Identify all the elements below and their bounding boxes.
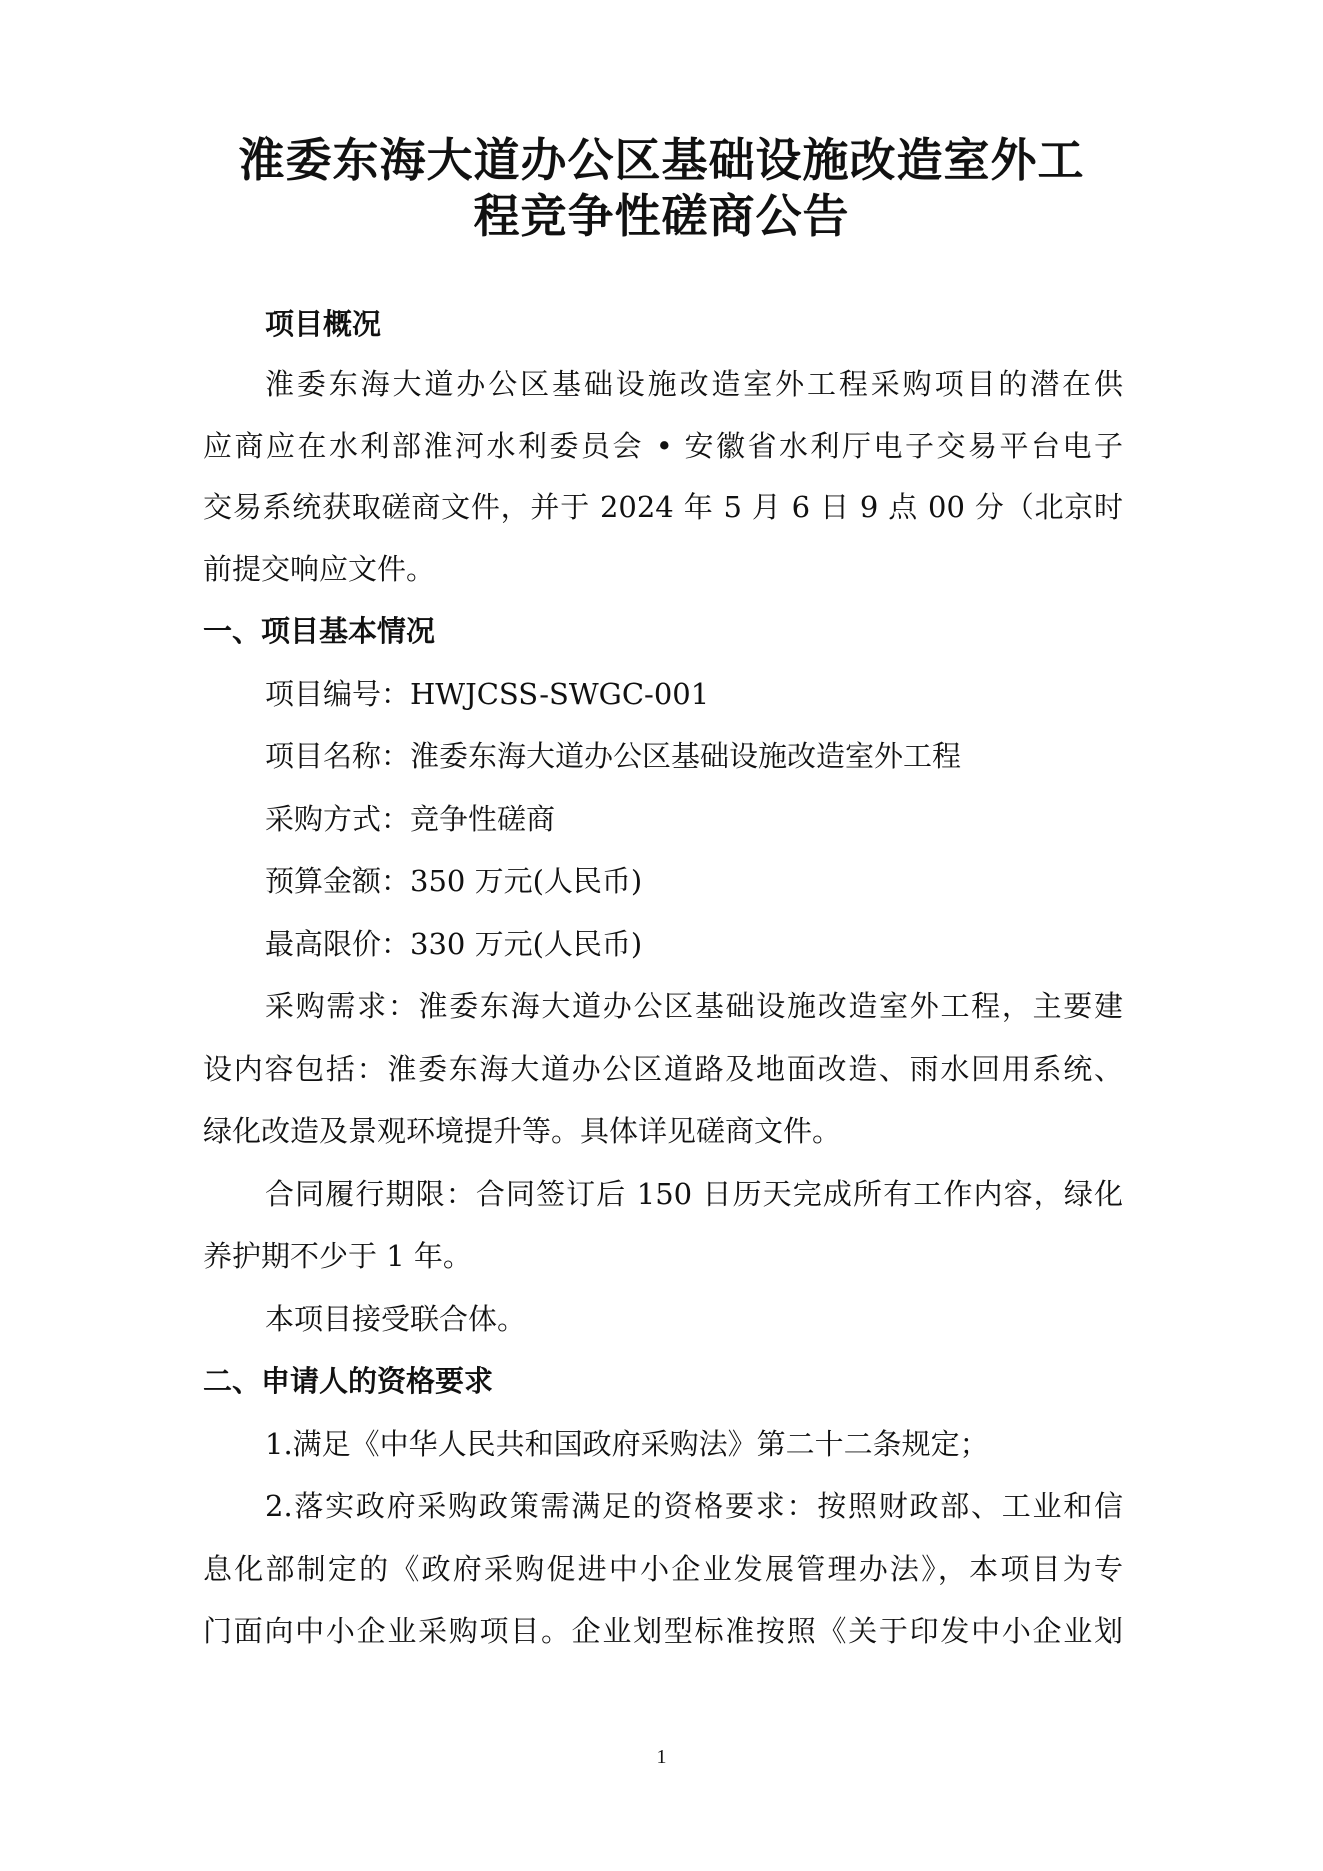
project-number: 项目编号：HWJCSS-SWGC-001 [265,677,710,711]
consortium-statement: 本项目接受联合体。 [265,1302,527,1336]
document-title-line-2: 程竞争性磋商公告 [473,189,850,243]
max-price: 最高限价：330 万元(人民币) [265,927,643,961]
project-name: 项目名称：淮委东海大道办公区基础设施改造室外工程 [265,739,962,773]
section2-heading: 二、申请人的资格要求 [203,1364,494,1398]
overview-line-3: 交易系统获取磋商文件，并于 2024 年 5 月 6 日 9 点 00 分（北京时 [203,490,1123,524]
budget-amount: 预算金额：350 万元(人民币) [265,864,643,898]
overview-line-4: 前提交响应文件。 [203,552,436,586]
document-title-line-1: 淮委东海大道办公区基础设施改造室外工 [238,133,1085,187]
procurement-method: 采购方式：竞争性磋商 [265,802,556,836]
contract-period-line-1: 合同履行期限：合同签订后 150 日历天完成所有工作内容，绿化 [265,1177,1123,1211]
page-number: 1 [656,1746,667,1768]
requirements-line-1: 采购需求：淮委东海大道办公区基础设施改造室外工程，主要建 [265,989,1123,1023]
overview-line-1: 淮委东海大道办公区基础设施改造室外工程采购项目的潜在供 [265,367,1123,401]
section1-heading: 一、项目基本情况 [203,614,436,648]
overview-heading: 项目概况 [265,307,382,341]
requirements-line-3: 绿化改造及景观环境提升等。具体详见磋商文件。 [203,1114,842,1148]
requirements-line-2: 设内容包括：淮委东海大道办公区道路及地面改造、雨水回用系统、 [203,1052,1123,1086]
qualification-item-2-line-3: 门面向中小企业采购项目。企业划型标准按照《关于印发中小企业划 [203,1614,1123,1648]
qualification-item-2-line-1: 2.落实政府采购政策需满足的资格要求：按照财政部、工业和信 [265,1489,1123,1523]
overview-line-2: 应商应在水利部淮河水利委员会 • 安徽省水利厅电子交易平台电子 [203,429,1123,463]
qualification-item-1: 1.满足《中华人民共和国政府采购法》第二十二条规定； [265,1427,989,1461]
contract-period-line-2: 养护期不少于 1 年。 [203,1239,472,1273]
qualification-item-2-line-2: 息化部制定的《政府采购促进中小企业发展管理办法》，本项目为专 [203,1552,1123,1586]
